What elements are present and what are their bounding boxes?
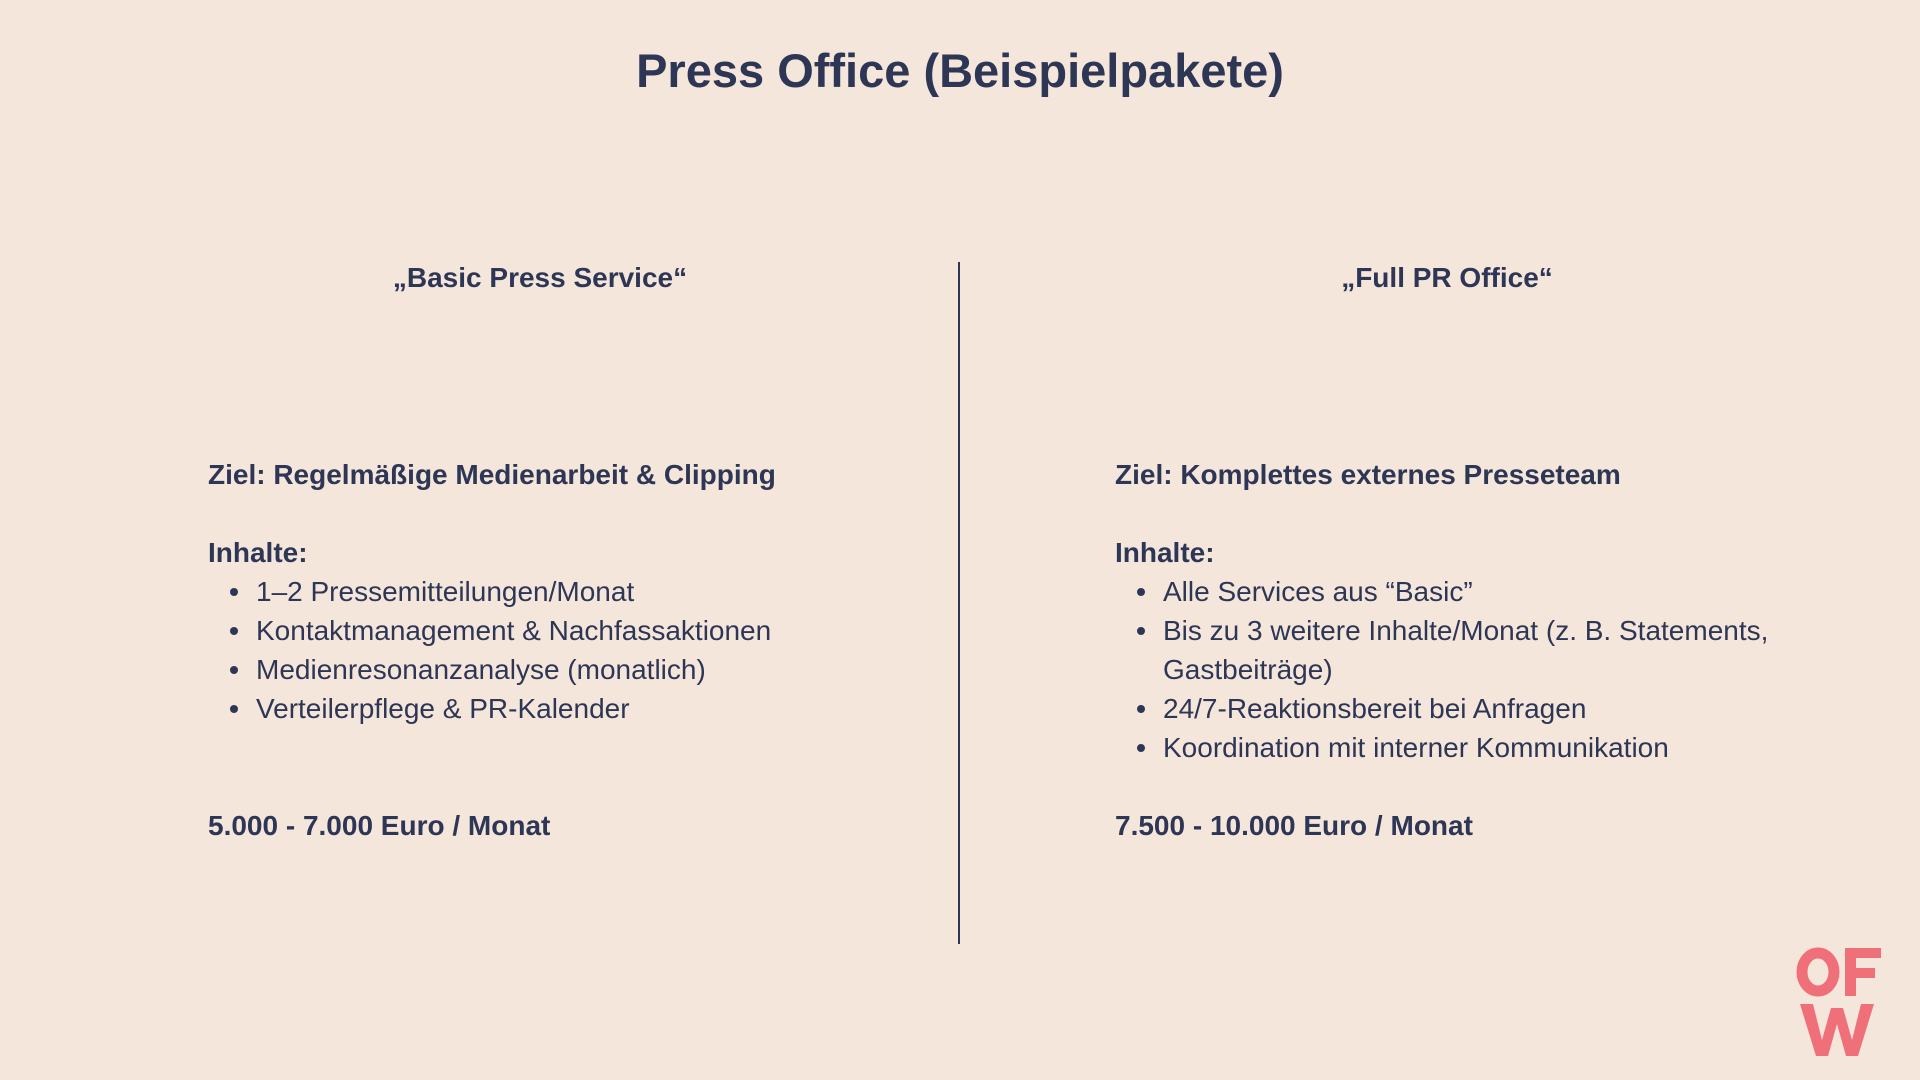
list-item: [1115, 728, 1815, 767]
page-title: Press Office (Beispielpakete): [636, 44, 1284, 97]
list-item-text: Kontaktmanagement & Nachfassaktionen: [256, 615, 772, 646]
list-item: [208, 689, 908, 728]
list-item-text: 1–2 Pressemitteilungen/Monat: [256, 576, 635, 607]
list-item: [208, 650, 908, 689]
list-item-text: Alle Services aus “Basic”: [1163, 576, 1473, 607]
bullet-icon: [1137, 744, 1145, 752]
bullet-icon: [230, 627, 238, 635]
package-price: 7.500 - 10.000 Euro / Monat: [1115, 810, 1473, 841]
bullet-icon: [1137, 588, 1145, 596]
list-item-text: Bis zu 3 weitere Inhalte/Monat (z. B. Statements, Gastbeiträge): [1163, 615, 1769, 685]
package-goal: Ziel: Regelmäßige Medienarbeit & Clipping: [208, 459, 776, 490]
list-item: [1115, 611, 1815, 689]
list-item: [208, 611, 908, 650]
list-item-text: Koordination mit interner Kommunikation: [1163, 732, 1669, 763]
logo-mark: [1800, 948, 1881, 1056]
column-divider: [958, 262, 960, 944]
logo-letter-f: [1845, 948, 1881, 996]
logo-letter-o: [1802, 953, 1834, 991]
logo-letter-w: [1800, 1004, 1874, 1056]
list-item-text: 24/7-Reaktionsbereit bei Anfragen: [1163, 693, 1587, 724]
package-content: [208, 455, 908, 728]
contents-list: [1115, 572, 1815, 767]
list-item: [1115, 572, 1815, 611]
package-name: „Basic Press Service“: [392, 262, 688, 293]
package-price: 5.000 - 7.000 Euro / Monat: [208, 810, 551, 841]
list-item-text: Verteilerpflege & PR-Kalender: [256, 693, 630, 724]
package-goal: Ziel: Komplettes externes Presseteam: [1115, 459, 1621, 490]
bullet-icon: [1137, 627, 1145, 635]
bullet-icon: [230, 588, 238, 596]
bullet-icon: [230, 666, 238, 674]
list-item-text: Medienresonanzanalyse (monatlich): [256, 654, 706, 685]
contents-list: [208, 572, 908, 728]
list-item: [1115, 689, 1815, 728]
bullet-icon: [1137, 705, 1145, 713]
package-name: „Full PR Office“: [1341, 262, 1553, 293]
package-content: [1115, 455, 1815, 767]
contents-label: Inhalte:: [1115, 537, 1215, 568]
list-item: [208, 572, 908, 611]
bullet-icon: [230, 705, 238, 713]
contents-label: Inhalte:: [208, 537, 308, 568]
ofw-logo-icon: [1796, 944, 1886, 1059]
